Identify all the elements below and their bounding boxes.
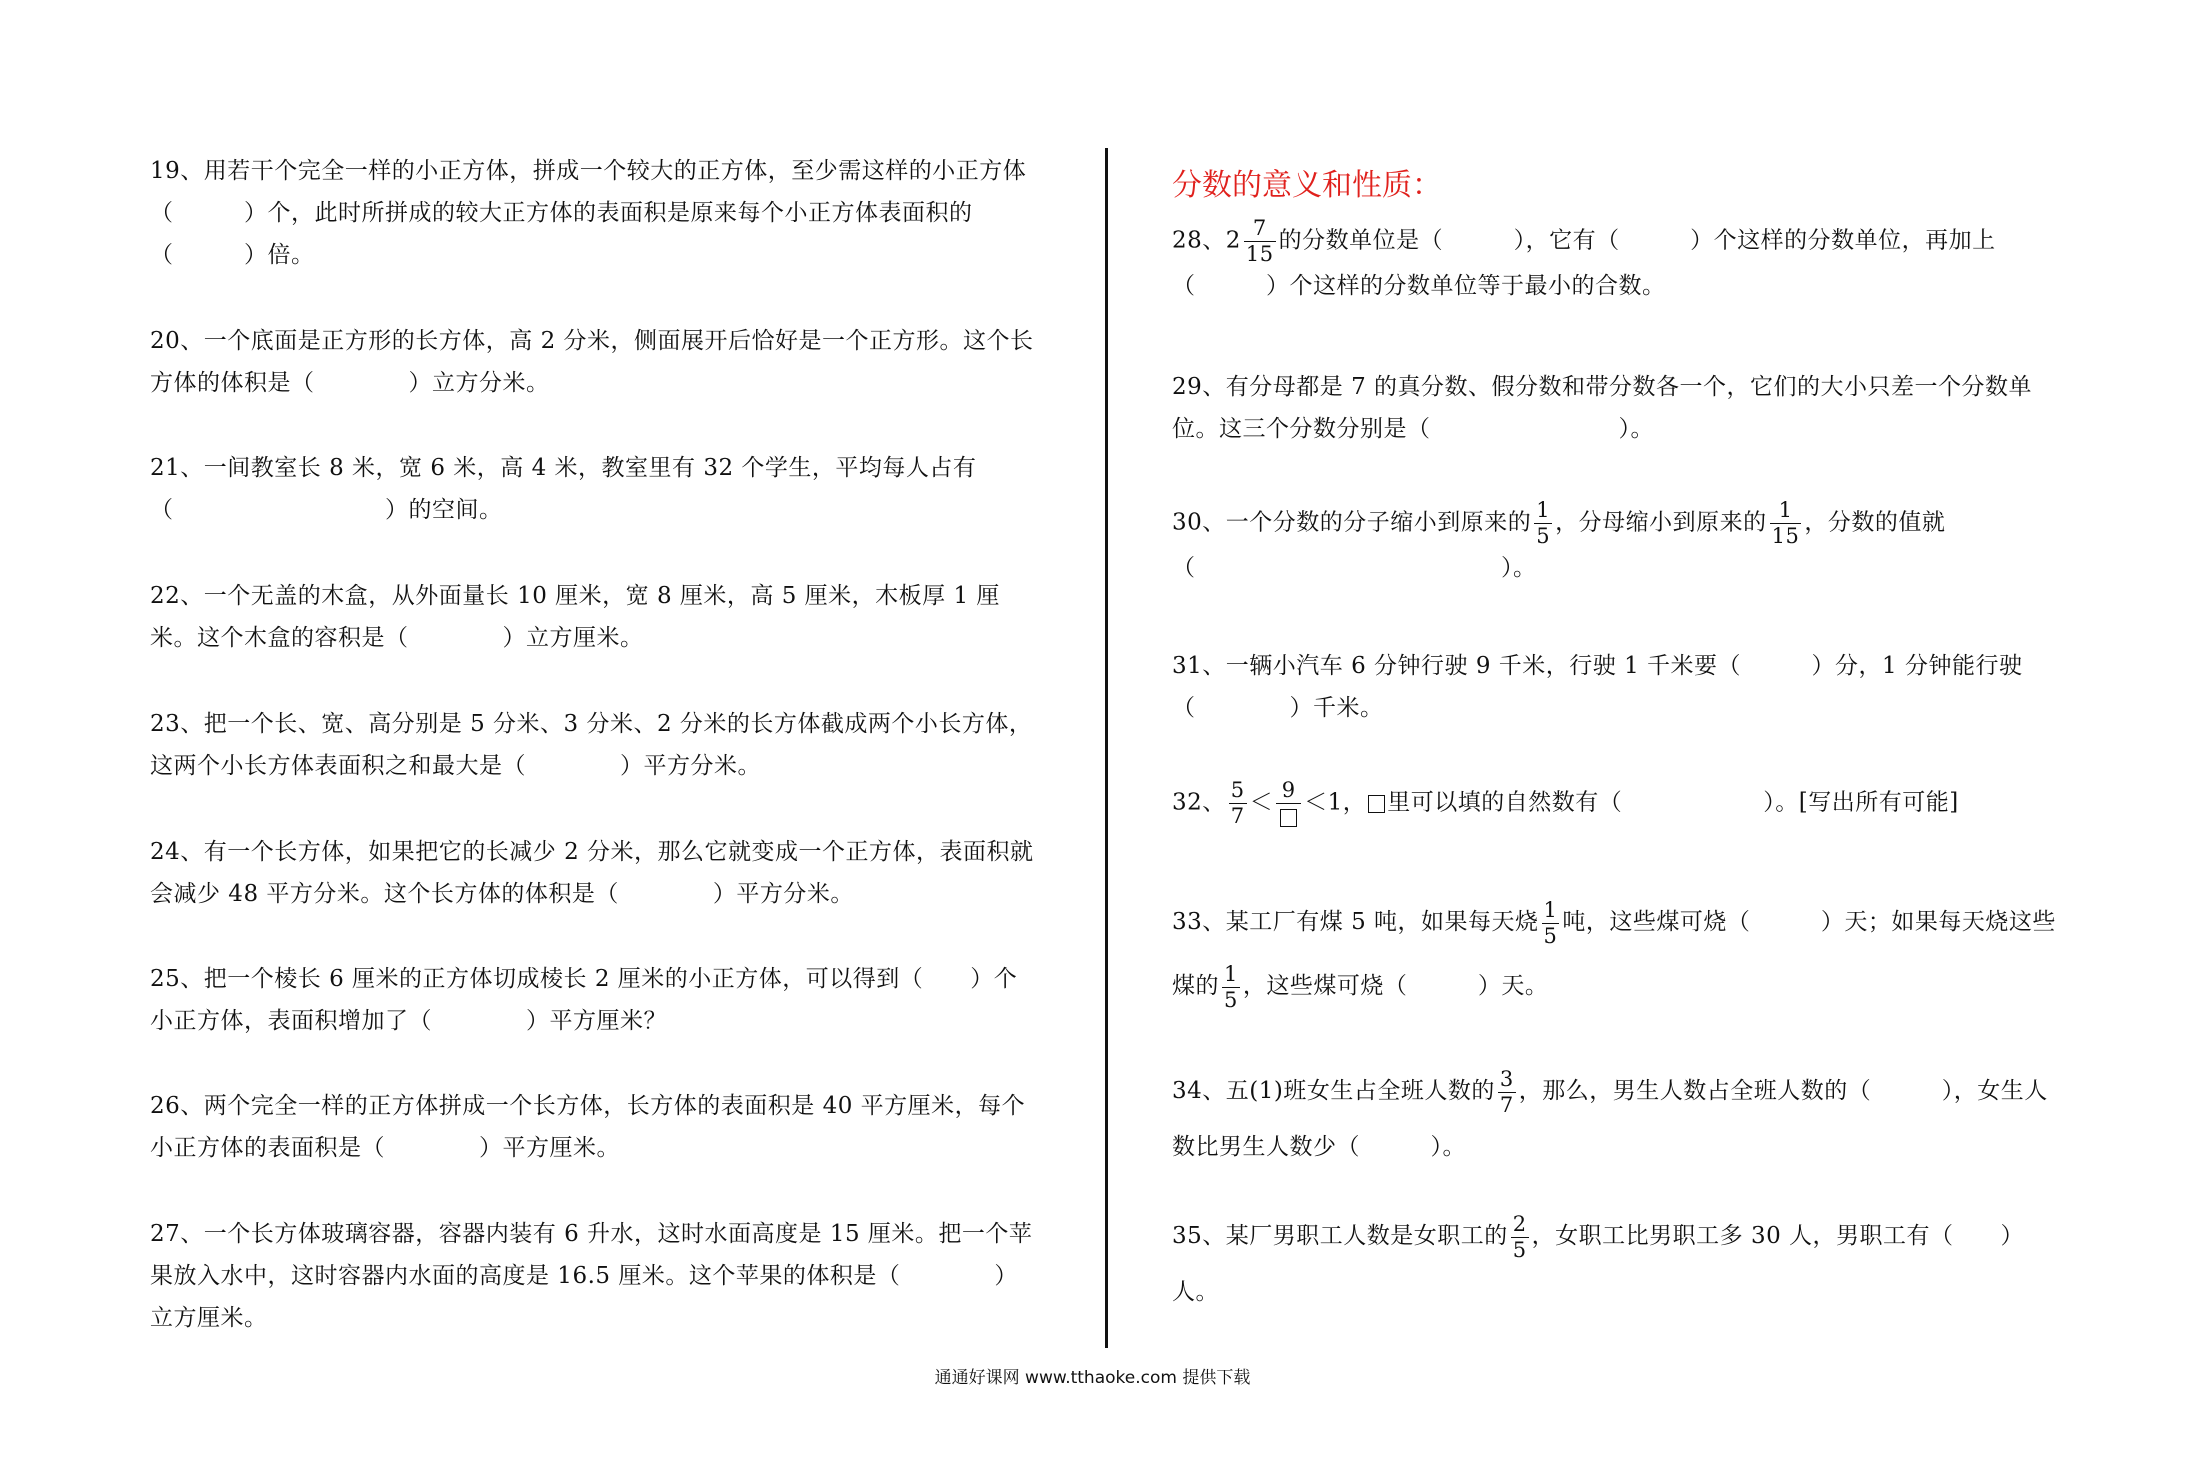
section-title: 分数的意义和性质： xyxy=(1172,168,1442,203)
question-30: 30、一个分数的分子缩小到原来的 $\frac{1}{5}$ ，分母缩小到原来的 $\frac{1}{15}$ ，分数的值就（ ）。 xyxy=(1172,498,1946,581)
question-31: 31、一辆小汽车 6 分钟行驶 9 千米，行驶 1 千米要（ ）分，1 分钟能行驶（ ）千米。 xyxy=(1172,653,2023,721)
question-26: 26、两个完全一样的正方体拼成一个长方体，长方体的表面积是 40 平方厘米，每个小正方体的表面积是（ ）平方厘米。 xyxy=(150,1093,1026,1161)
question-22: 22、一个无盖的木盒，从外面量长 10 厘米，宽 8 厘米，高 5 厘米，木板厚 1 厘米。这个木盒的容积是（ ）立方厘米。 xyxy=(150,583,1000,651)
question-25: 25、把一个棱长 6 厘米的正方体切成棱长 2 厘米的小正方体，可以得到（ ）个小正方体，表面积增加了（ ）平方厘米？ xyxy=(150,966,1018,1034)
blank-box xyxy=(1280,809,1297,827)
fraction: $\frac{1}{15}$ xyxy=(1771,498,1800,548)
question-27: 27、一个长方体玻璃容器，容器内装有 6 升水，这时水面高度是 15 厘米。把一个苹果放入水中，这时容器内水面的高度是 16.5 厘米。这个苹果的体积是（ ）立方厘米。 xyxy=(150,1221,1033,1331)
fraction: $\frac{7}{15}$ xyxy=(1245,216,1274,266)
question-20: 20、一个底面是正方形的长方体，高 2 分米，侧面展开后恰好是一个正方形。这个长方体的体积是（ ）立方分米。 xyxy=(150,328,1034,396)
fraction: $\frac{1}{5}$ xyxy=(1543,897,1558,948)
fraction: $\frac{1}{5}$ xyxy=(1224,961,1238,1012)
question-23: 23、把一个长、宽、高分别是 5 分米、3 分米、2 分米的长方体截成两个小长方体，这两个小长方体表面积之和最大是（ ）平方分米。 xyxy=(150,711,1033,779)
question-35: 35、某厂男职工人数是女职工的 $\frac{2}{5}$ ，女职工比男职工多 30 人，男职工有（ ）人。 xyxy=(1172,1211,2025,1305)
question-29: 29、有分母都是 7 的真分数、假分数和带分数各一个，它们的大小只差一个分数单位。这三个分数分别是（ ）。 xyxy=(1172,374,2033,442)
fraction: $\frac{2}{5}$ xyxy=(1512,1211,1527,1262)
question-24: 24、有一个长方体，如果把它的长减少 2 分米，那么它就变成一个正方体，表面积就会减少 48 平方分米。这个长方体的体积是（ ）平方分米。 xyxy=(150,839,1034,907)
fraction: $\frac{1}{5}$ xyxy=(1536,498,1551,548)
column-divider xyxy=(1105,148,1108,1348)
question-33: 33、某工厂有煤 5 吨，如果每天烧 $\frac{1}{5}$ 吨，这些煤可烧（ ）天；如果每天烧这些煤的 $\frac{1}{5}$ ，这些煤可烧（ ）天。 xyxy=(1172,897,2056,1012)
page-footer: 通通好课网 www.tthaoke.com 提供下载 xyxy=(934,1368,1251,1388)
question-28: 28、2 $\frac{7}{15}$ 的分数单位是（ ），它有（ ）个这样的分数单位，再加上（ ）个这样的分数单位等于最小的合数。 xyxy=(1172,216,1996,299)
question-21: 21、一间教室长 8 米，宽 6 米，高 4 米，教室里有 32 个学生，平均每人占有（ ）的空间。 xyxy=(150,455,977,523)
blank-box xyxy=(1368,795,1385,813)
question-32: 32、 $\frac{5}{7}$ ＜ 9 ＜1， 里可以填的自然数有（ ）。[写出所有可能] xyxy=(1172,778,1959,828)
question-34: 34、五(1)班女生占全班人数的 $\frac{3}{7}$ ，那么，男生人数占全班人数的（ ），女生人数比男生人数少（ ）。 xyxy=(1172,1066,2048,1160)
fraction: $\frac{5}{7}$ xyxy=(1230,778,1245,828)
question-19: 19、用若干个完全一样的小正方体，拼成一个较大的正方体，至少需这样的小正方体（ ）个，此时所拼成的较大正方体的表面积是原来每个小正方体表面积的（ ）倍。 xyxy=(150,158,1027,268)
fraction: $\frac{3}{7}$ xyxy=(1499,1066,1514,1117)
fraction: 9 xyxy=(1276,780,1301,827)
